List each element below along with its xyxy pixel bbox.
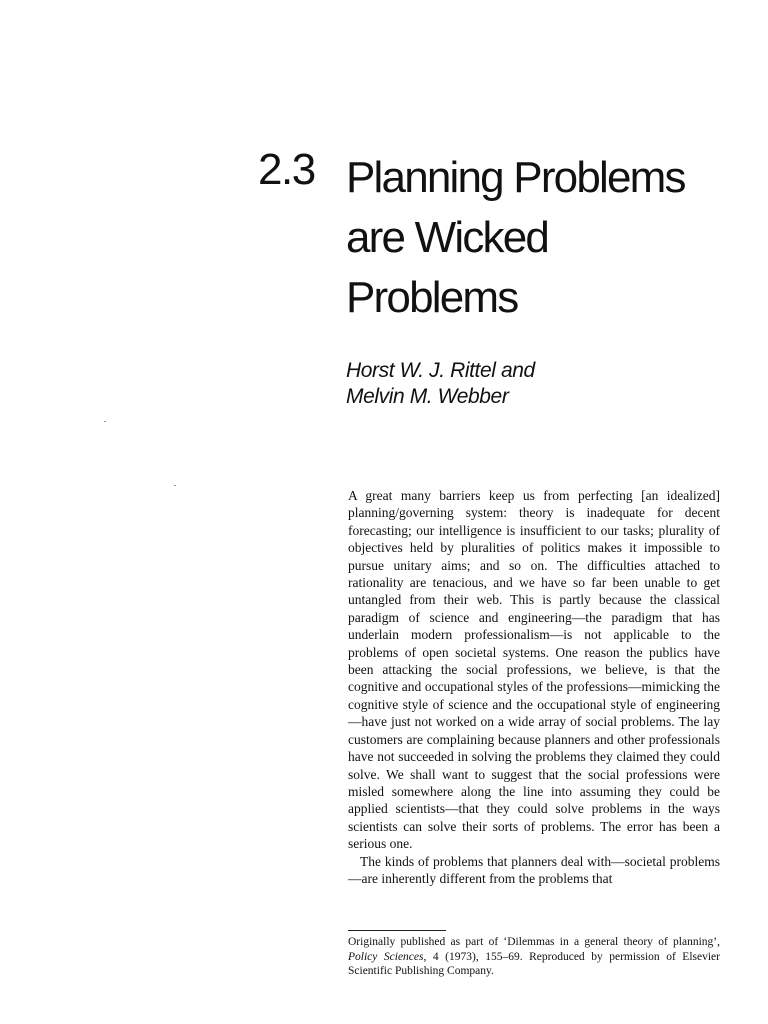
authors xyxy=(346,358,535,410)
chapter-title-line: are Wicked xyxy=(346,213,549,262)
scan-speck xyxy=(104,421,106,422)
author-line: Melvin M. Webber xyxy=(346,385,509,408)
body-paragraph: The kinds of problems that planners deal with—societal problems—are inherently different from the problems that xyxy=(348,853,720,886)
chapter-title-line: Planning Problems xyxy=(346,153,685,202)
footnote xyxy=(348,935,720,979)
body-text xyxy=(348,487,720,887)
footnote-rule xyxy=(348,930,446,931)
chapter-title xyxy=(346,148,746,328)
author-line: Horst W. J. Rittel and xyxy=(346,359,535,382)
footnote-journal: Policy Sciences xyxy=(348,950,424,963)
body-paragraph: A great many barriers keep us from perfecting [an idealized] planning/governing system: theory is inadequate for decent forecasting; our intelligence is insufficient to our tasks; plurality of objectives held by pluralities of politics makes it impossible to pursue unitary aims; and so on. The difficulties attached to rationality are tenacious, and we have so far been unable to get untangled from their web. This is partly because the classical paradigm of science and engineering—the paradigm that has underlain modern professionalism—is not applicable to the problems of open societal systems. One reason the publics have been attacking the social professions, we believe, is that the cognitive and occupational styles of the professions—mimicking the cognitive style of science and the occupational style of engineering—have just not worked on a wide array of social problems. The lay customers are complaining because planners and other professionals have not succeeded in solving the problems they claimed they could solve. We shall want to suggest that the social professions were misled somewhere along the line into assuming they could be applied scientists—that they could solve problems in the ways scientists can solve their sorts of problems. The error has been a serious one. xyxy=(348,488,720,852)
scan-speck xyxy=(174,485,176,486)
chapter-number: 2.3 xyxy=(258,145,315,194)
chapter-title-line: Problems xyxy=(346,273,518,322)
footnote-text: , 4 (1973), 155–69. Reproduced by permission of Elsevier Scientific Publishing Company. xyxy=(348,950,720,977)
footnote-text: Originally published as part of ‘Dilemmas in a general theory of planning’, xyxy=(348,936,720,948)
